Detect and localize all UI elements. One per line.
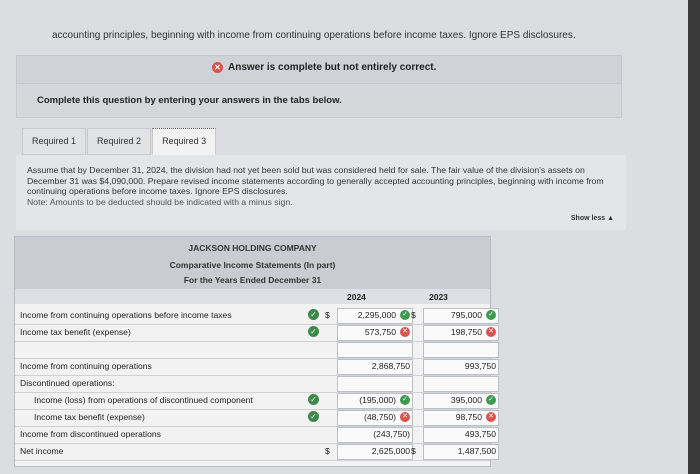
year-2023: 2023 [429, 292, 448, 302]
amount-value: 795,000 [450, 310, 482, 320]
statement-subtitle: Comparative Income Statements (In part) [169, 260, 336, 270]
row-label: Discontinued operations: [20, 378, 115, 388]
income-statement-table [14, 236, 496, 467]
table-row [15, 392, 494, 410]
tab-required-3[interactable]: Required 3 [152, 128, 216, 155]
amount-value: (243,750) [373, 429, 410, 439]
correct-icon: ✓ [400, 310, 410, 320]
company-name: JACKSON HOLDING COMPANY [188, 243, 317, 253]
window-edge [688, 0, 700, 474]
incorrect-icon: ✕ [486, 327, 496, 337]
table-row [15, 341, 490, 359]
row-label: Income from discontinued operations [20, 429, 161, 439]
table-header [15, 237, 490, 289]
check-icon: ✓ [308, 326, 319, 337]
correct-icon: ✓ [486, 395, 496, 405]
amount-value: 395,000 [450, 395, 482, 405]
banner-text: Answer is complete but not entirely correct. [228, 62, 437, 73]
year-header-row [15, 289, 490, 304]
incorrect-icon: ✕ [400, 412, 410, 422]
check-icon: ✓ [308, 309, 319, 320]
table-row [15, 409, 494, 427]
correct-icon: ✓ [486, 310, 496, 320]
row-label: Net income [20, 446, 64, 456]
top-text: accounting principles, beginning with income from continuing operations before income taxes. Ignore EPS disclosures. [52, 30, 576, 41]
instruction-box [16, 83, 622, 118]
amount-value: (195,000) [359, 395, 396, 405]
amount-value: 993,750 [464, 361, 496, 371]
table-row [15, 443, 496, 461]
row-label: Income from continuing operations before income taxes [20, 310, 232, 320]
table-row [15, 426, 496, 444]
tab-bar [22, 128, 217, 155]
note-text: Note: Amounts to be deducted should be indicated with a minus sign. [27, 196, 293, 207]
amount-value: 198,750 [450, 327, 482, 337]
amount-value: 1,487,500 [457, 446, 496, 456]
amount-value: 2,868,750 [371, 361, 410, 371]
question-paragraph [27, 165, 617, 207]
dollar-sign: $ [325, 446, 330, 456]
tab-required-2[interactable]: Required 2 [87, 128, 151, 155]
check-icon: ✓ [308, 394, 319, 405]
row-label: Income from continuing operations [20, 361, 152, 371]
table-row [15, 358, 496, 376]
amount-input[interactable] [423, 342, 499, 358]
check-icon: ✓ [308, 411, 319, 422]
correct-icon: ✓ [400, 395, 410, 405]
amount-input[interactable] [337, 376, 413, 392]
question-text: Assume that by December 31, 2024, the division had not yet been sold but was considered held for sale. The fair value of the division's assets on December 31 was $4,090,000. Prepare revised income statements according to generally accepted accounting principles, beginning with income from continuing operations before income taxes. Ignore EPS disclosures. [27, 165, 604, 196]
show-less-link[interactable]: Show less ▲ [570, 215, 614, 222]
dollar-sign: $ [325, 310, 330, 320]
table-row [15, 375, 490, 393]
amount-input[interactable] [337, 342, 413, 358]
amount-value: 2,625,000 [371, 446, 410, 456]
instruction-text: Complete this question by entering your answers in the tabs below. [37, 95, 342, 106]
dollar-sign: $ [411, 446, 416, 456]
amount-value: (48,750) [363, 412, 396, 422]
amount-input[interactable] [423, 376, 499, 392]
amount-value: 98,750 [455, 412, 482, 422]
amount-value: 493,750 [464, 429, 496, 439]
year-2024: 2024 [347, 292, 366, 302]
amount-value: 2,295,000 [357, 310, 396, 320]
row-label: Income (loss) from operations of discontinued component [34, 395, 253, 405]
tab-required-1[interactable]: Required 1 [22, 128, 86, 155]
statement-period: For the Years Ended December 31 [183, 275, 322, 285]
dollar-sign: $ [411, 310, 416, 320]
row-label: Income tax benefit (expense) [20, 327, 131, 337]
incorrect-icon: ✕ [400, 327, 410, 337]
question-panel [16, 155, 626, 230]
answer-banner [16, 55, 622, 84]
row-label: Income tax benefit (expense) [34, 412, 145, 422]
x-circle-icon: ✕ [212, 62, 223, 73]
table-row [15, 307, 494, 325]
amount-value: 573,750 [364, 327, 396, 337]
table-row [15, 324, 494, 342]
incorrect-icon: ✕ [486, 412, 496, 422]
